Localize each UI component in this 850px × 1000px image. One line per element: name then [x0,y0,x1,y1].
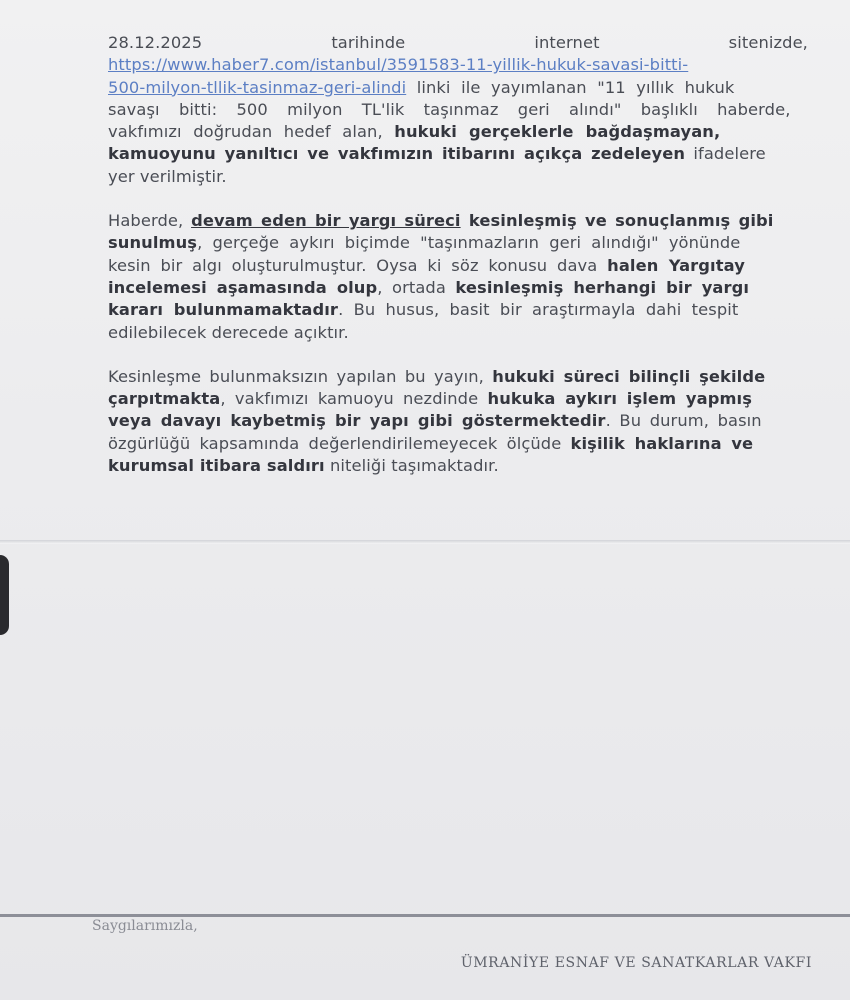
paper-fold [0,540,850,544]
news-link-continued[interactable]: 500-milyon-tllik-tasinmaz-geri-alindi [108,77,407,97]
paragraph-1: 28.12.2025 tarihinde internet sitenizde, https://www.haber7.com/istanbul/3591583-11-yillik-hukuk-savasi-bitti- 500-milyon-tllik-tasinmaz-geri-alindi linki ile yayımlanan "11 yıllık hukuk savaşı bitti: 500 milyon TL'lik taşınmaz geri alındı" başlıklı haberde, vakfımızı doğrudan hedef alan, hukuki gerçeklerle bağdaşmayan, kamuoyunu yanıltıcı ve vakfımızın itibarını açıkça zedeleyen ifadelere yer verilmiştir. [108,33,808,186]
edge-shadow [0,555,9,635]
bottom-divider [0,914,850,917]
letter-body [108,32,808,499]
paragraph-2: Haberde, devam eden bir yargı süreci kesinleşmiş ve sonuçlanmış gibi sunulmuş, gerçeğe aykırı biçimde "taşınmazların geri alındığı" yönünde kesin bir algı oluşturulmuştur. Oysa ki söz konusu dava halen Yargıtay incelemesi aşamasında olup, ortada kesinleşmiş herhangi bir yargı kararı bulunmamaktadır. Bu husus, basit bir araştırmayla dahi tespit edilebilecek derecede açıktır. [108,211,774,342]
paragraph-3: Kesinleşme bulunmaksızın yapılan bu yayın, hukuki süreci bilinçli şekilde çarpıtmakta, vakfımızı kamuoyu nezdinde hukuka aykırı işlem yapmış veya davayı kaybetmiş bir yapı gibi göstermektedir. Bu durum, basın özgürlüğü kapsamında değerlendirilemeyecek ölçüde kişilik haklarına ve kurumsal itibara saldırı niteliği taşımaktadır. [108,366,766,476]
news-link[interactable]: https://www.haber7.com/istanbul/3591583-11-yillik-hukuk-savasi-bitti- [108,55,689,75]
closing-greeting: Saygılarımızla, [92,918,198,934]
date: 28.12.2025 [108,33,203,52]
header-line: 28.12.2025 tarihinde internet sitenizde, [108,32,808,54]
signature-organization: ÜMRANİYE ESNAF VE SANATKARLAR VAKFI [460,955,812,971]
